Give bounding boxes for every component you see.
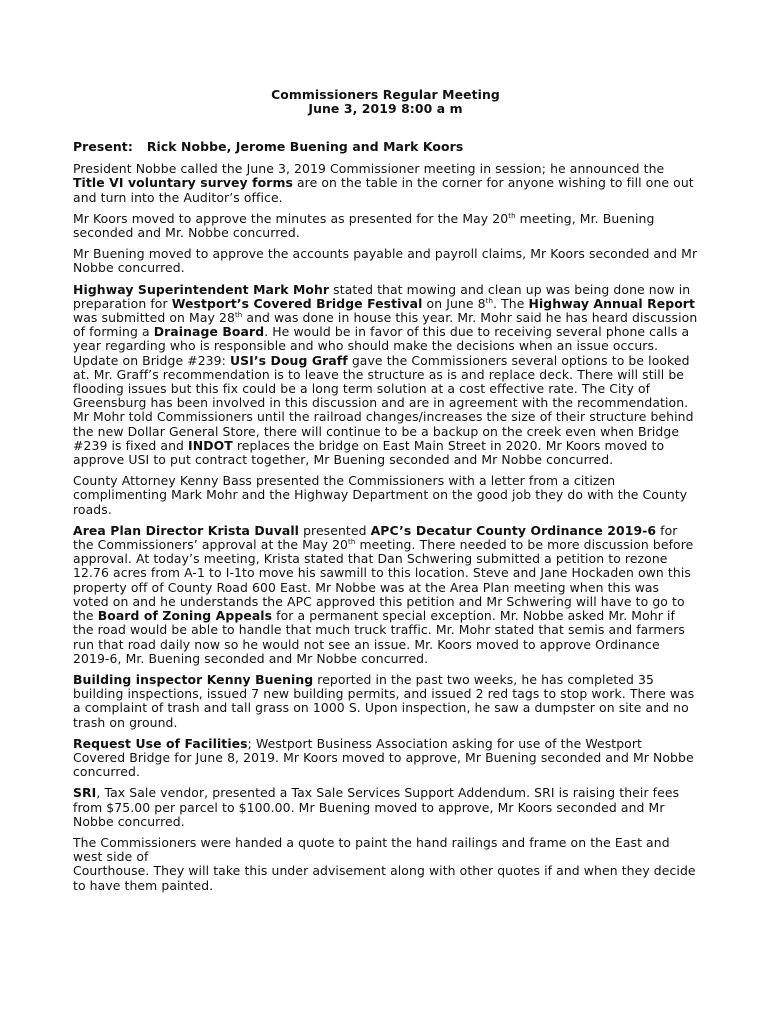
- text: , Tax Sale vendor, presented a Tax Sale Services Support Addendum. SRI is raising their fees from $75.00 per parcel to $100.00. Mr Buening moved to approve, Mr Koors seconded and Mr Nobbe concurred.: [73, 785, 680, 829]
- text: meeting. There needed to be more discussion before approval. At today’s meeting, Krista stated that Dan Schwering submitted a petition to rezone 12.76 acres from A-1 to I-1to move his sawmill to this location. Steve and Jane Hockaden own this property off of County Road 600 East. Mr Nobbe was at the Area Plan meeting when this was voted on and he understands the APC approved this petition and Mr Schwering will have to go to the: [73, 537, 694, 624]
- paragraph-highway: [73, 283, 698, 468]
- text: are on the table in the corner for anyone wishing to fill one out and turn into the Auditor’s office.: [73, 175, 694, 205]
- superscript: th: [508, 211, 516, 220]
- bold-text: APC’s Decatur County Ordinance 2019-6: [370, 522, 657, 538]
- present-line: [73, 140, 698, 154]
- bold-text: Westport’s Covered Bridge Festival: [171, 295, 423, 311]
- paragraph-facilities: [73, 737, 698, 780]
- bold-text: Drainage Board: [153, 324, 265, 340]
- text: was submitted on May 28: [73, 310, 235, 326]
- text: gave the Commissioners several options to be looked at. Mr. Graff’s recommendation is to leave the structure as is and replace deck. There will still be flooding issues but this fix could be a long term solution at a cost effective rate. The City of Greensburg has been involved in this discussion and are in agreement with the recommendation. Mr Mohr told Commissioners until the railroad changes/increases the size of their structure behind the new Dollar General Store, there will continue to be a backup on the creek even when Bridge #239 is fixed and: [73, 352, 694, 453]
- text: Courthouse. They will take this under advisement along with other quotes if and when they decide to have them painted.: [73, 863, 696, 893]
- title-line-2: June 3, 2019 8:00 a m: [308, 101, 463, 116]
- text: replaces the bridge on East Main Street in 2020. Mr Koors moved to approve USI to put contract together, Mr Buening seconded and Mr Nobbe concurred.: [73, 437, 665, 468]
- text: The Commissioners were handed a quote to paint the hand railings and frame on the East and west side of: [73, 834, 670, 865]
- present-label: Present:: [73, 139, 133, 154]
- text: Mr Buening moved to approve the accounts payable and payroll claims, Mr Koors seconded and Mr Nobbe concurred.: [73, 246, 698, 276]
- paragraph-attorney: [73, 474, 698, 517]
- paragraph-area-plan: [73, 524, 698, 666]
- superscript: th: [485, 296, 494, 305]
- bold-text: SRI: [73, 785, 97, 801]
- meeting-title: [73, 88, 698, 116]
- document-page: [73, 88, 698, 900]
- title-line-1: Commissioners Regular Meeting: [271, 87, 500, 102]
- paragraph-sri: [73, 786, 698, 829]
- bold-text: Request Use of Facilities: [73, 735, 248, 751]
- text: presented: [299, 522, 371, 538]
- bold-text: Area Plan Director Krista Duvall: [73, 522, 300, 538]
- bold-text: Highway Superintendent Mark Mohr: [73, 281, 330, 297]
- text: meeting, Mr. Buening seconded and Mr. Nobbe concurred.: [73, 210, 655, 241]
- text: for a permanent special exception. Mr. Nobbe asked Mr. Mohr if the road would be able to handle that much truck traffic. Mr. Mohr stated that semis and farmers run that road daily now so he would not see an issue. Mr. Koors moved to approve Ordinance 2019-6, Mr. Buening seconded and Mr Nobbe concurred.: [73, 608, 685, 666]
- text: County Attorney Kenny Bass presented the Commissioners with a letter from a citizen complimenting Mark Mohr and the Highway Department on the good job they do with the County roads.: [73, 473, 688, 517]
- paragraph-courthouse: [73, 836, 698, 893]
- paragraph-building-inspector: [73, 673, 698, 730]
- present-names: Rick Nobbe, Jerome Buening and Mark Koors: [146, 139, 464, 154]
- paragraph-opening: [73, 162, 698, 205]
- bold-text: Board of Zoning Appeals: [97, 608, 273, 624]
- bold-text: Building inspector Kenny Buening: [73, 671, 314, 687]
- text: stated that mowing and clean up was being done now in preparation for: [73, 281, 691, 311]
- text: . He would be in favor of this due to receiving several phone calls a year regarding who is responsible and who should make the decisions when an issue occurs. Update on Bridge #239:: [73, 324, 690, 368]
- text: Mr Koors moved to approve the minutes as presented for the May 20: [73, 210, 509, 226]
- text: reported in the past two weeks, he has completed 35 building inspections, issued 7 new building permits, and issued 2 red tags to stop work. There was a complaint of trash and tall grass on 1000 S. Upon inspection, he saw a dumpster on site and no trash on ground.: [73, 671, 695, 730]
- bold-text: USI’s Doug Graff: [229, 352, 348, 368]
- superscript: th: [234, 311, 243, 320]
- text: . The: [493, 295, 529, 311]
- superscript: th: [348, 538, 356, 547]
- text: and was done in house this year. Mr. Mohr said he has heard discussion of forming a: [73, 310, 698, 340]
- text: ; Westport Business Association asking for use of the Westport Covered Bridge for June 8, 2019. Mr Koors moved to approve, Mr Buening seconded and Mr Nobbe concurred.: [73, 735, 694, 780]
- text: for the Commissioners’ approval at the May 20: [73, 522, 678, 553]
- text: President Nobbe called the June 3, 2019 Commissioner meeting in session; he announced the: [73, 161, 665, 177]
- text: on June 8: [422, 295, 486, 311]
- paragraph-claims: [73, 247, 698, 275]
- bold-text: Highway Annual Report: [528, 295, 696, 311]
- bold-text: Title VI voluntary survey forms: [73, 175, 293, 191]
- paragraph-minutes: [73, 212, 698, 240]
- bold-text: INDOT: [188, 437, 233, 453]
